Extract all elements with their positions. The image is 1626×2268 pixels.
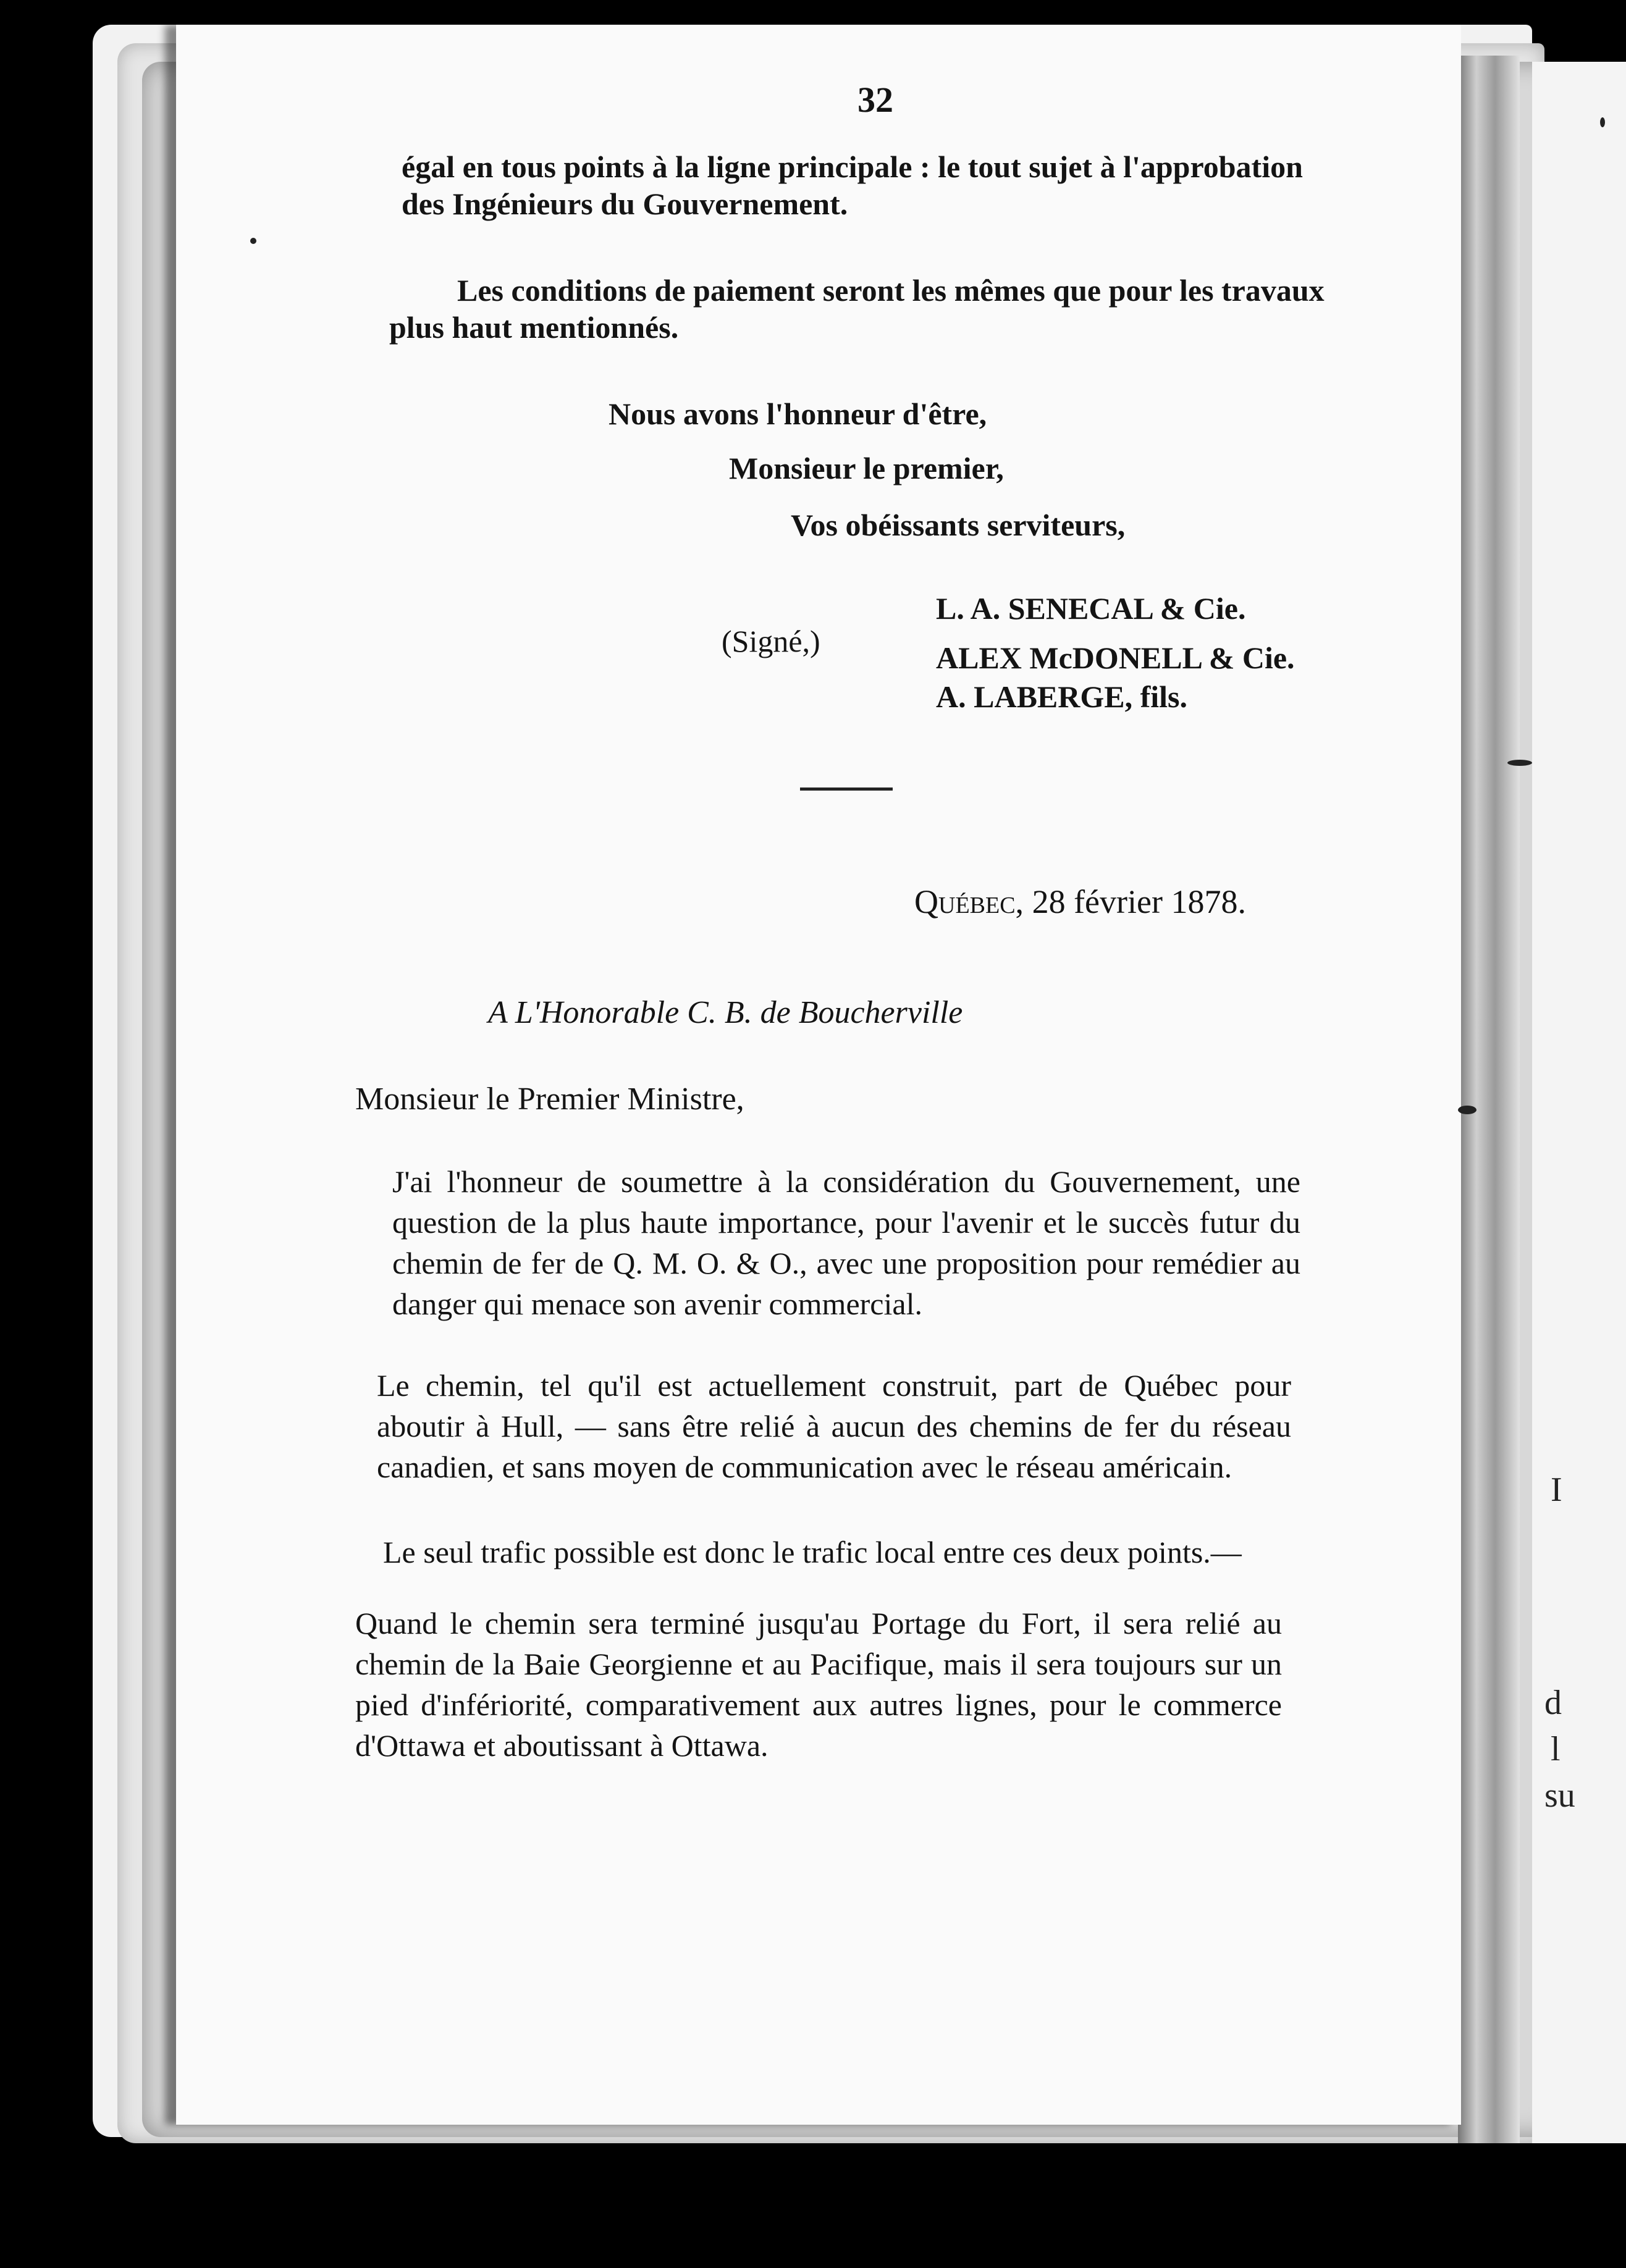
adjacent-letter-4: su [1544, 1776, 1575, 1815]
scan-speck [1507, 760, 1532, 766]
letter-date-line [914, 883, 1246, 920]
paragraph-payment-conditions-text: Les conditions de paiement seront les mêmes que pour les travaux plus haut mentionnés. [389, 273, 1325, 345]
letter-paragraph-1-text: J'ai l'honneur de soumettre à la considération du Gouvernement, une question de la plus haute importance, pour l'avenir et le succès futur du chemin de fer de Q. M. O. & O., avec une proposition pour remédier au danger qui menace son avenir commercial. [392, 1164, 1300, 1321]
signatory-senecal: L. A. SENECAL & Cie. [936, 591, 1246, 626]
closing-line-3: Vos obéissants serviteurs, [791, 508, 1126, 542]
scan-speck [1458, 1106, 1476, 1114]
adjacent-letter-1: I [1551, 1471, 1562, 1509]
letter-addressee: A L'Honorable C. B. de Boucherville [488, 995, 963, 1030]
adjacent-page-fragment [1532, 62, 1626, 2143]
section-divider [800, 788, 893, 791]
page-fold-edge [1458, 56, 1520, 2143]
page-number: 32 [857, 80, 893, 120]
adjacent-letter-3: l [1551, 1730, 1561, 1768]
scan-speck [1600, 117, 1605, 127]
letter-paragraph-4 [312, 1603, 1282, 1766]
adjacent-letter-2: d [1544, 1684, 1562, 1722]
letter-paragraph-3 [383, 1532, 1279, 1573]
letter-paragraph-3-text: Le seul trafic possible est donc le trafic local entre ces deux points.— [383, 1535, 1242, 1569]
letter-paragraph-2-text: Le chemin, tel qu'il est actuellement construit, part de Québec pour aboutir à Hull, — sans être relié à aucun des chemins de fer du réseau canadien, et sans moyen de communication avec le réseau américain. [377, 1368, 1291, 1484]
closing-line-2: Monsieur le premier, [729, 451, 1004, 485]
paragraph-continuation: égal en tous points à la ligne principale : le tout sujet à l'approbation des Ingénieurs du Gouvernement. [402, 149, 1303, 221]
letter-salutation: Monsieur le Premier Ministre, [355, 1082, 744, 1117]
letter-paragraph-1 [349, 1161, 1300, 1324]
signatory-mcdonell: ALEX McDONELL & Cie. [936, 640, 1295, 675]
letter-paragraph-2 [334, 1365, 1291, 1487]
letter-place: Québec, [914, 883, 1024, 920]
scan-speck [250, 238, 256, 244]
signatory-laberge: A. LABERGE, fils. [936, 679, 1188, 714]
closing-line-1: Nous avons l'honneur d'être, [609, 397, 987, 431]
letter-date: 28 février 1878. [1032, 883, 1246, 920]
signed-label: (Signé,) [722, 624, 820, 658]
letter-paragraph-4-text: Quand le chemin sera terminé jusqu'au Portage du Fort, il sera relié au chemin de la Baie Georgienne et au Pacifique, mais il sera toujours sur un pied d'infériorité, comparativement aux autres lignes, pour le commerce d'Ottawa et aboutissant à Ottawa. [355, 1606, 1282, 1763]
paragraph-payment-conditions [389, 272, 1347, 346]
